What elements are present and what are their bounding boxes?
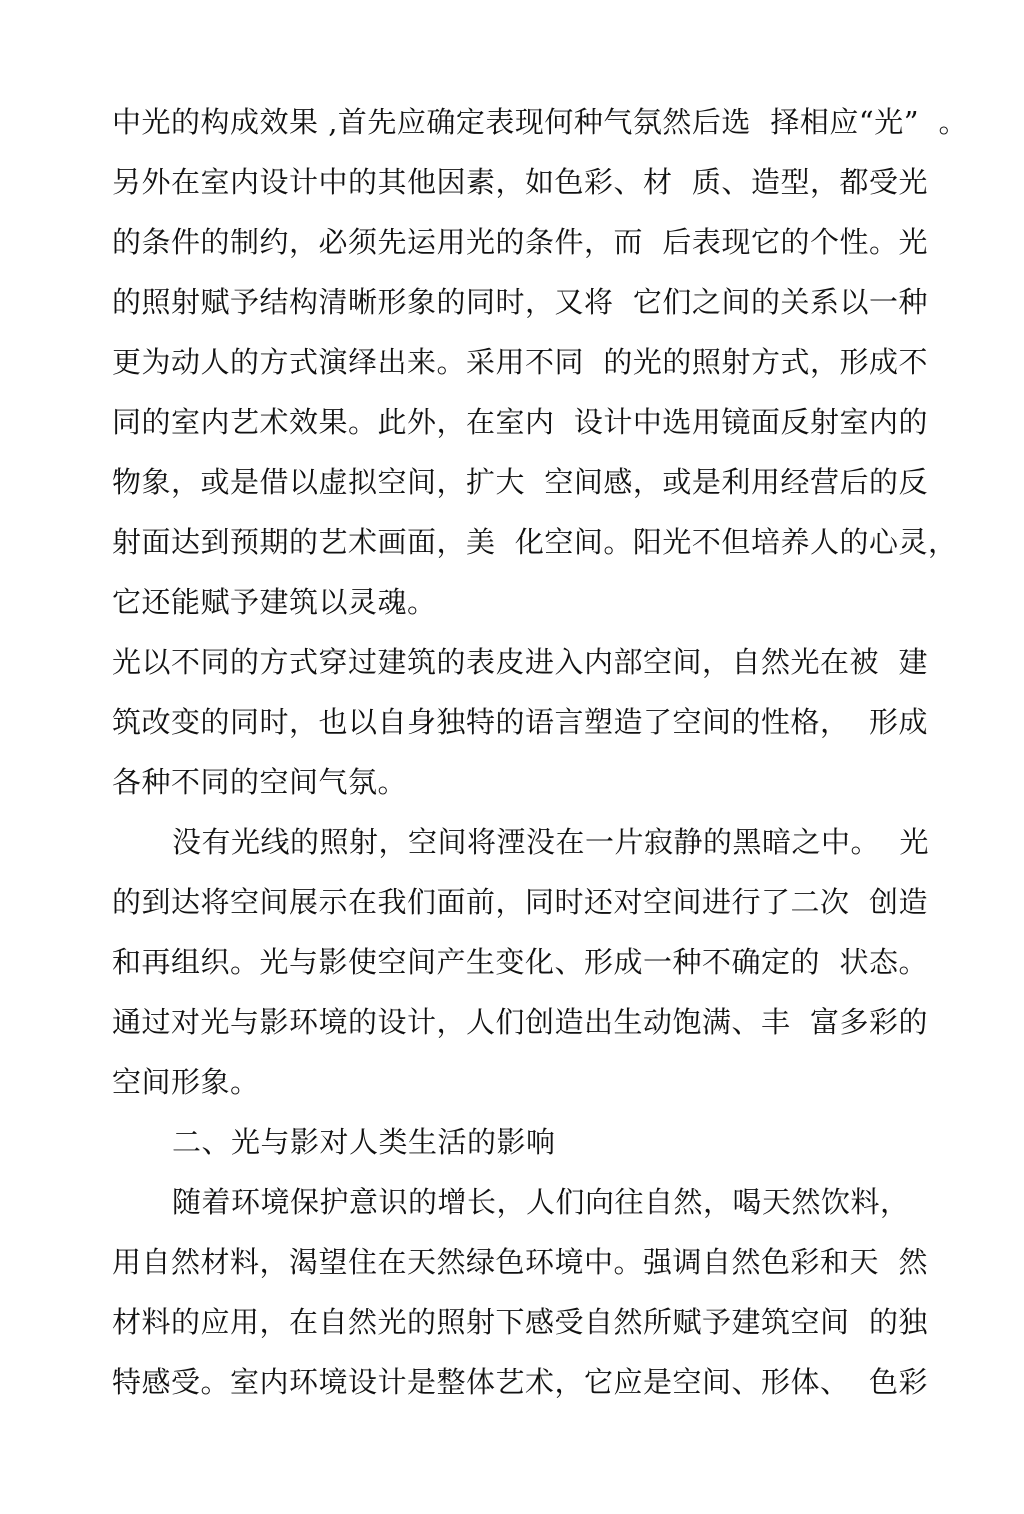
- text-line: 中光的构成效果 ,首先应确定表现何种气氛然后选 择相应“光” 。: [112, 105, 968, 139]
- text-line: 随着环境保护意识的增长，人们向往自然，喝天然饮料，: [172, 1185, 910, 1219]
- text-line: 的条件的制约，必须先运用光的条件，而 后表现它的个性。光: [112, 225, 928, 259]
- text-line: 射面达到预期的艺术画面，美 化空间。阳光不但培养人的心灵，: [112, 525, 958, 559]
- text-line: 的到达将空间展示在我们面前，同时还对空间进行了二次 创造: [112, 885, 928, 919]
- text-line: 用自然材料，渴望住在天然绿色环境中。强调自然色彩和天 然: [112, 1245, 928, 1279]
- text-line: 更为动人的方式演绎出来。采用不同 的光的照射方式，形成不: [112, 345, 928, 379]
- text-line: 同的室内艺术效果。此外，在室内 设计中选用镜面反射室内的: [112, 405, 928, 439]
- text-line: 和再组织。光与影使空间产生变化、形成一种不确定的 状态。: [112, 945, 928, 979]
- text-line: 的照射赋予结构清晰形象的同时，又将 它们之间的关系以一种: [112, 285, 928, 319]
- text-line: 材料的应用，在自然光的照射下感受自然所赋予建筑空间 的独: [112, 1305, 928, 1339]
- section-heading: 二、光与影对人类生活的影响: [172, 1125, 556, 1159]
- text-line: 光以不同的方式穿过建筑的表皮进入内部空间，自然光在被 建: [112, 645, 928, 679]
- text-line: 物象，或是借以虚拟空间，扩大 空间感，或是利用经营后的反: [112, 465, 928, 499]
- text-line: 空间形象。: [112, 1065, 260, 1099]
- text-line: 筑改变的同时，也以自身独特的语言塑造了空间的性格， 形成: [112, 705, 928, 739]
- text-line: 特感受。室内环境设计是整体艺术，它应是空间、形体、 色彩: [112, 1365, 928, 1399]
- text-line: 没有光线的照射，空间将湮没在一片寂静的黑暗之中。 光: [172, 825, 929, 859]
- text-line: 另外在室内设计中的其他因素，如色彩、材 质、造型，都受光: [112, 165, 928, 199]
- text-line: 通过对光与影环境的设计，人们创造出生动饱满、丰 富多彩的: [112, 1005, 928, 1039]
- text-line: 它还能赋予建筑以灵魂。: [112, 585, 437, 619]
- text-line: 各种不同的空间气氛。: [112, 765, 408, 799]
